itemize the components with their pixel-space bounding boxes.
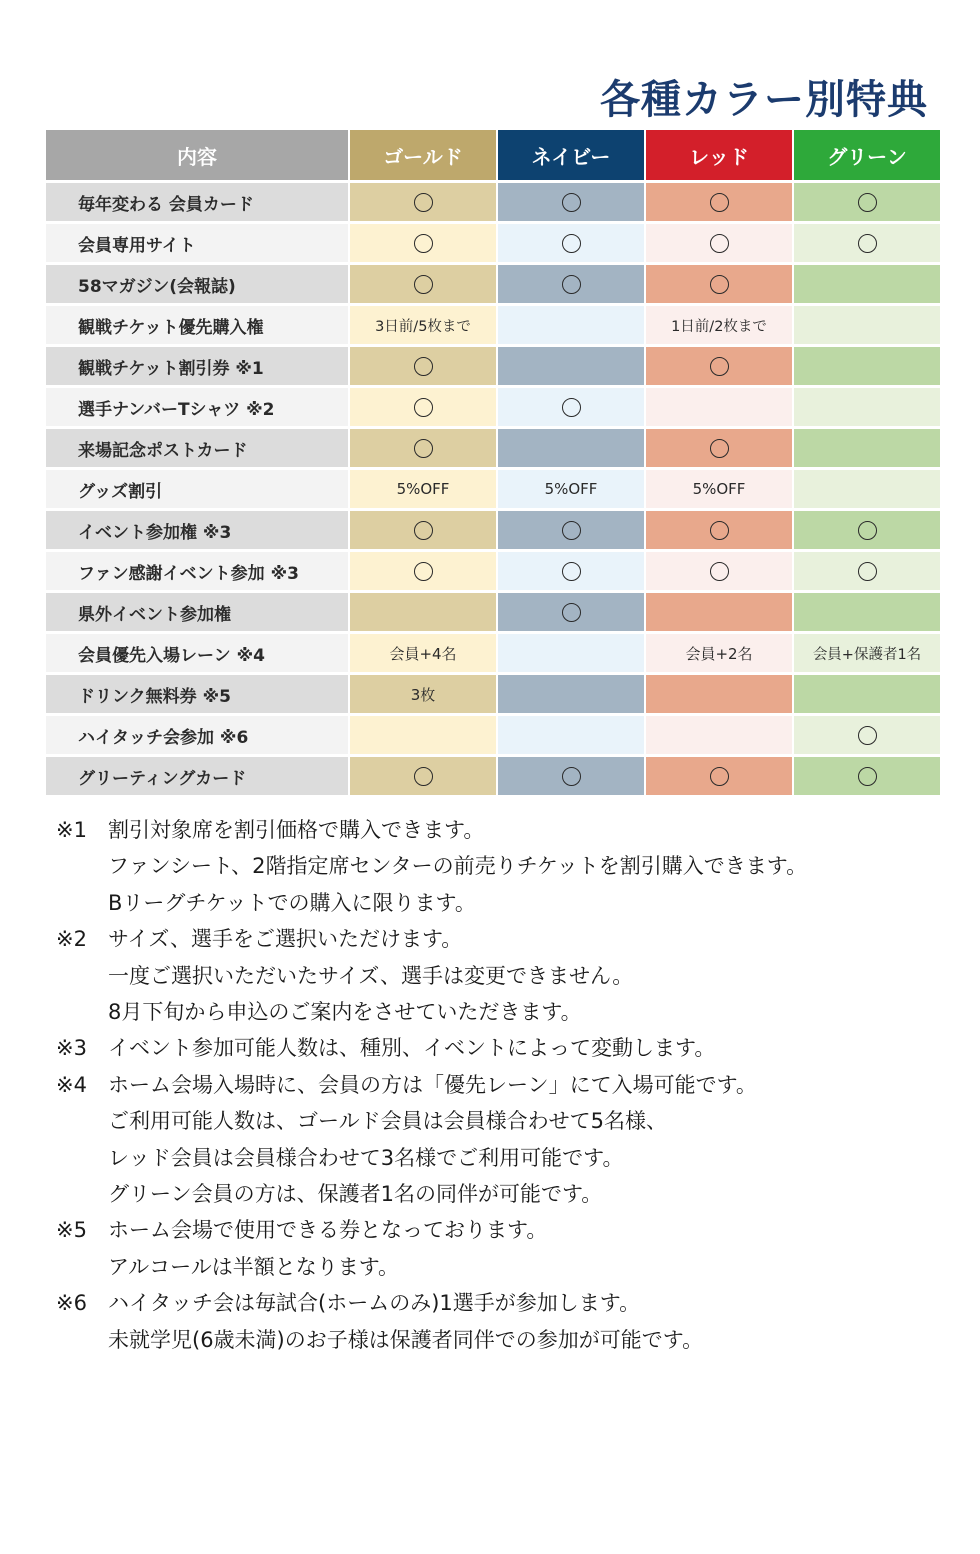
- circle-mark-icon: [562, 603, 581, 622]
- row-label: ファン感謝イベント参加 ※3: [46, 552, 348, 590]
- row-label: 観戦チケット割引券 ※1: [46, 347, 348, 385]
- cell-green: [794, 593, 940, 631]
- circle-mark-icon: [858, 193, 877, 212]
- cell-red: 会員+2名: [646, 634, 792, 672]
- circle-mark-icon: [710, 767, 729, 786]
- row-label: 選手ナンバーTシャツ ※2: [46, 388, 348, 426]
- row-label: 県外イベント参加権: [46, 593, 348, 631]
- circle-mark-icon: [562, 275, 581, 294]
- cell-navy: [498, 511, 644, 549]
- cell-gold: 5%OFF: [350, 470, 496, 508]
- cell-green: [794, 552, 940, 590]
- circle-mark-icon: [710, 562, 729, 581]
- cell-navy: [498, 593, 644, 631]
- cell-green: [794, 470, 940, 508]
- cell-gold: 会員+4名: [350, 634, 496, 672]
- circle-mark-icon: [858, 234, 877, 253]
- header-navy: ネイビー: [498, 130, 644, 180]
- note-mark: ※1: [56, 818, 87, 842]
- row-label: 毎年変わる 会員カード: [46, 183, 348, 221]
- cell-navy: [498, 183, 644, 221]
- cell-navy: [498, 634, 644, 672]
- cell-navy: [498, 347, 644, 385]
- circle-mark-icon: [710, 275, 729, 294]
- cell-red: [646, 224, 792, 262]
- row-label: 会員専用サイト: [46, 224, 348, 262]
- circle-mark-icon: [858, 562, 877, 581]
- cell-green: [794, 265, 940, 303]
- note-line: 一度ご選択いただいたサイズ、選手は変更できません。: [108, 963, 634, 988]
- note-line: 未就学児(6歳未満)のお子様は保護者同伴での参加が可能です。: [108, 1327, 704, 1352]
- cell-gold: [350, 593, 496, 631]
- cell-gold: [350, 552, 496, 590]
- cell-green: [794, 511, 940, 549]
- cell-red: [646, 716, 792, 754]
- circle-mark-icon: [562, 562, 581, 581]
- note-line: ハイタッチ会は毎試合(ホームのみ)1選手が参加します。: [108, 1291, 641, 1316]
- cell-gold: [350, 347, 496, 385]
- cell-green: [794, 757, 940, 795]
- header-green: グリーン: [794, 130, 940, 180]
- circle-mark-icon: [710, 234, 729, 253]
- cell-red: [646, 388, 792, 426]
- note-line: ホーム会場入場時に、会員の方は「優先レーン」にて入場可能です。: [108, 1072, 757, 1097]
- cell-gold: [350, 265, 496, 303]
- circle-mark-icon: [414, 193, 433, 212]
- benefits-table: [46, 130, 934, 795]
- cell-green: [794, 388, 940, 426]
- cell-navy: [498, 388, 644, 426]
- circle-mark-icon: [858, 726, 877, 745]
- header-red: レッド: [646, 130, 792, 180]
- cell-navy: [498, 306, 644, 344]
- note-line: Bリーグチケットでの購入に限ります。: [108, 890, 476, 915]
- cell-red: [646, 347, 792, 385]
- circle-mark-icon: [414, 562, 433, 581]
- circle-mark-icon: [710, 521, 729, 540]
- cell-gold: [350, 429, 496, 467]
- row-label: ドリンク無料券 ※5: [46, 675, 348, 713]
- circle-mark-icon: [562, 398, 581, 417]
- cell-red: [646, 511, 792, 549]
- row-label: グッズ割引: [46, 470, 348, 508]
- cell-gold: 3枚: [350, 675, 496, 713]
- row-label: ハイタッチ会参加 ※6: [46, 716, 348, 754]
- note-item: [56, 812, 956, 921]
- circle-mark-icon: [710, 193, 729, 212]
- row-label: 来場記念ポストカード: [46, 429, 348, 467]
- note-line: レッド会員は会員様合わせて3名様でご利用可能です。: [108, 1145, 624, 1170]
- cell-red: [646, 429, 792, 467]
- circle-mark-icon: [710, 357, 729, 376]
- circle-mark-icon: [414, 521, 433, 540]
- note-line: グリーン会員の方は、保護者1名の同伴が可能です。: [108, 1182, 603, 1207]
- row-label: 58マガジン(会報誌): [46, 265, 348, 303]
- circle-mark-icon: [414, 234, 433, 253]
- note-line: ファンシート、2階指定席センターの前売りチケットを割引購入できます。: [108, 854, 808, 879]
- cell-navy: [498, 265, 644, 303]
- circle-mark-icon: [562, 521, 581, 540]
- cell-navy: [498, 675, 644, 713]
- note-mark: ※3: [56, 1036, 87, 1061]
- cell-green: [794, 347, 940, 385]
- note-item: [56, 1030, 956, 1066]
- cell-red: [646, 552, 792, 590]
- note-mark: ※2: [56, 927, 87, 952]
- circle-mark-icon: [858, 767, 877, 786]
- row-label: グリーティングカード: [46, 757, 348, 795]
- cell-red: [646, 593, 792, 631]
- cell-navy: [498, 224, 644, 262]
- cell-green: [794, 716, 940, 754]
- note-line: ご利用可能人数は、ゴールド会員は会員様合わせて5名様、: [108, 1109, 667, 1134]
- note-mark: ※5: [56, 1218, 87, 1243]
- cell-gold: [350, 757, 496, 795]
- note-line: アルコールは半額となります。: [108, 1254, 400, 1279]
- circle-mark-icon: [562, 234, 581, 253]
- note-item: [56, 1285, 956, 1358]
- cell-green: [794, 183, 940, 221]
- circle-mark-icon: [414, 439, 433, 458]
- note-mark: ※4: [56, 1072, 87, 1097]
- cell-green: [794, 675, 940, 713]
- cell-red: [646, 675, 792, 713]
- cell-navy: 5%OFF: [498, 470, 644, 508]
- note-item: [56, 1067, 956, 1213]
- cell-green: 会員+保護者1名: [794, 634, 940, 672]
- cell-gold: [350, 716, 496, 754]
- circle-mark-icon: [858, 521, 877, 540]
- page-title: 各種カラー別特典: [600, 77, 928, 123]
- circle-mark-icon: [414, 275, 433, 294]
- cell-gold: [350, 388, 496, 426]
- note-mark: ※6: [56, 1291, 87, 1316]
- row-label: 会員優先入場レーン ※4: [46, 634, 348, 672]
- note-line: 8月下旬から申込のご案内をさせていただきます。: [108, 1000, 582, 1025]
- notes-section: [56, 812, 956, 1358]
- circle-mark-icon: [710, 439, 729, 458]
- note-line: 割引対象席を割引価格で購入できます。: [108, 818, 485, 842]
- cell-navy: [498, 552, 644, 590]
- cell-gold: [350, 224, 496, 262]
- cell-navy: [498, 716, 644, 754]
- cell-red: 1日前/2枚まで: [646, 306, 792, 344]
- cell-navy: [498, 757, 644, 795]
- circle-mark-icon: [414, 357, 433, 376]
- cell-red: [646, 265, 792, 303]
- circle-mark-icon: [562, 193, 581, 212]
- circle-mark-icon: [414, 767, 433, 786]
- cell-red: [646, 757, 792, 795]
- cell-red: [646, 183, 792, 221]
- circle-mark-icon: [414, 398, 433, 417]
- cell-green: [794, 306, 940, 344]
- note-item: [56, 1212, 956, 1285]
- header-content: 内容: [46, 130, 348, 180]
- cell-green: [794, 429, 940, 467]
- row-label: イベント参加権 ※3: [46, 511, 348, 549]
- cell-gold: 3日前/5枚まで: [350, 306, 496, 344]
- circle-mark-icon: [562, 767, 581, 786]
- cell-gold: [350, 183, 496, 221]
- cell-navy: [498, 429, 644, 467]
- row-label: 観戦チケット優先購入権: [46, 306, 348, 344]
- cell-red: 5%OFF: [646, 470, 792, 508]
- cell-gold: [350, 511, 496, 549]
- note-item: [56, 921, 956, 1030]
- note-line: サイズ、選手をご選択いただけます。: [108, 927, 463, 952]
- cell-green: [794, 224, 940, 262]
- note-line: イベント参加可能人数は、種別、イベントによって変動します。: [108, 1036, 716, 1061]
- note-line: ホーム会場で使用できる券となっております。: [108, 1218, 548, 1243]
- header-gold: ゴールド: [350, 130, 496, 180]
